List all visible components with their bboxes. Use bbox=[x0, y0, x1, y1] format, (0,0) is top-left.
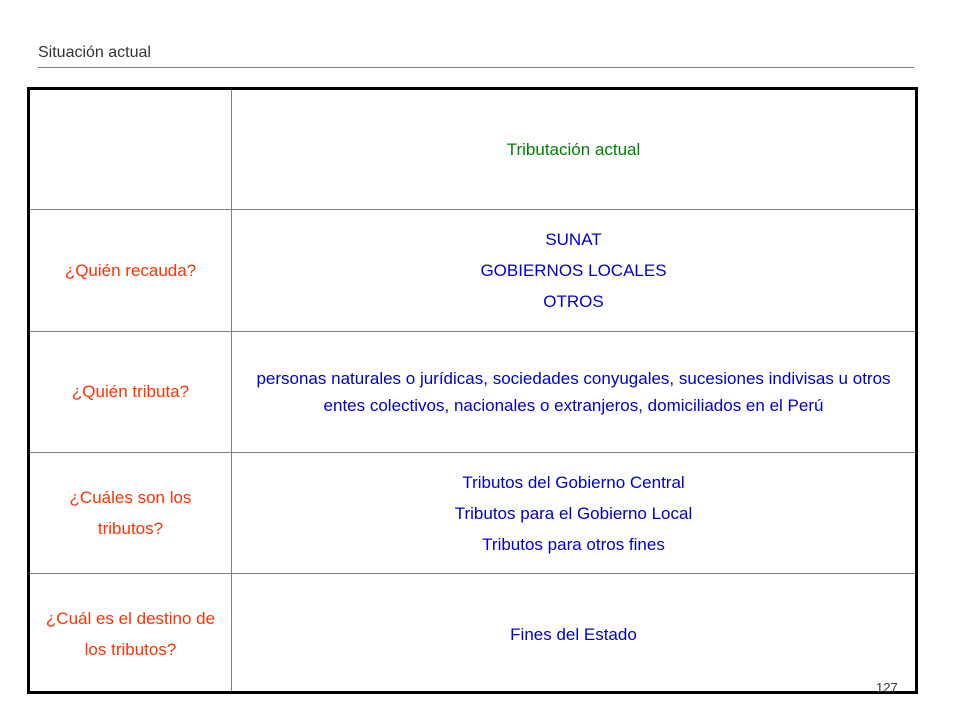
table-row bbox=[29, 331, 917, 452]
empty-corner-cell bbox=[29, 89, 232, 210]
answer-line: OTROS bbox=[543, 291, 604, 311]
answer-line: Tributos del Gobierno Central bbox=[462, 472, 685, 492]
table-row bbox=[29, 452, 917, 573]
question-cell: ¿Quién recauda? bbox=[29, 210, 232, 331]
answer-line: GOBIERNOS LOCALES bbox=[480, 260, 667, 280]
table-header-row bbox=[29, 89, 917, 210]
table-bottom-border bbox=[27, 691, 915, 694]
answer-line: Tributos para el Gobierno Local bbox=[454, 503, 693, 523]
table-row bbox=[29, 574, 917, 694]
question-cell: ¿Cuál es el destino de los tributos? bbox=[29, 574, 232, 694]
answer-cell bbox=[232, 210, 917, 331]
comparison-table bbox=[27, 87, 918, 694]
table-row bbox=[29, 210, 917, 331]
slide-title: Situación actual bbox=[38, 44, 151, 61]
answer-cell: Fines del Estado bbox=[232, 574, 917, 694]
answer-line: SUNAT bbox=[545, 229, 602, 249]
page-number: 127 bbox=[876, 680, 898, 695]
question-cell: ¿Cuáles son los tributos? bbox=[29, 452, 232, 573]
header-divider bbox=[38, 67, 914, 68]
answer-line: Tributos para otros fines bbox=[482, 534, 665, 554]
question-cell: ¿Quién tributa? bbox=[29, 331, 232, 452]
column-header: Tributación actual bbox=[232, 89, 917, 210]
answer-cell bbox=[232, 452, 917, 573]
answer-cell: personas naturales o jurídicas, sociedades conyugales, sucesiones indivisas u otros entes colectivos, nacionales o extranjeros, domiciliados en el Perú bbox=[232, 331, 917, 452]
